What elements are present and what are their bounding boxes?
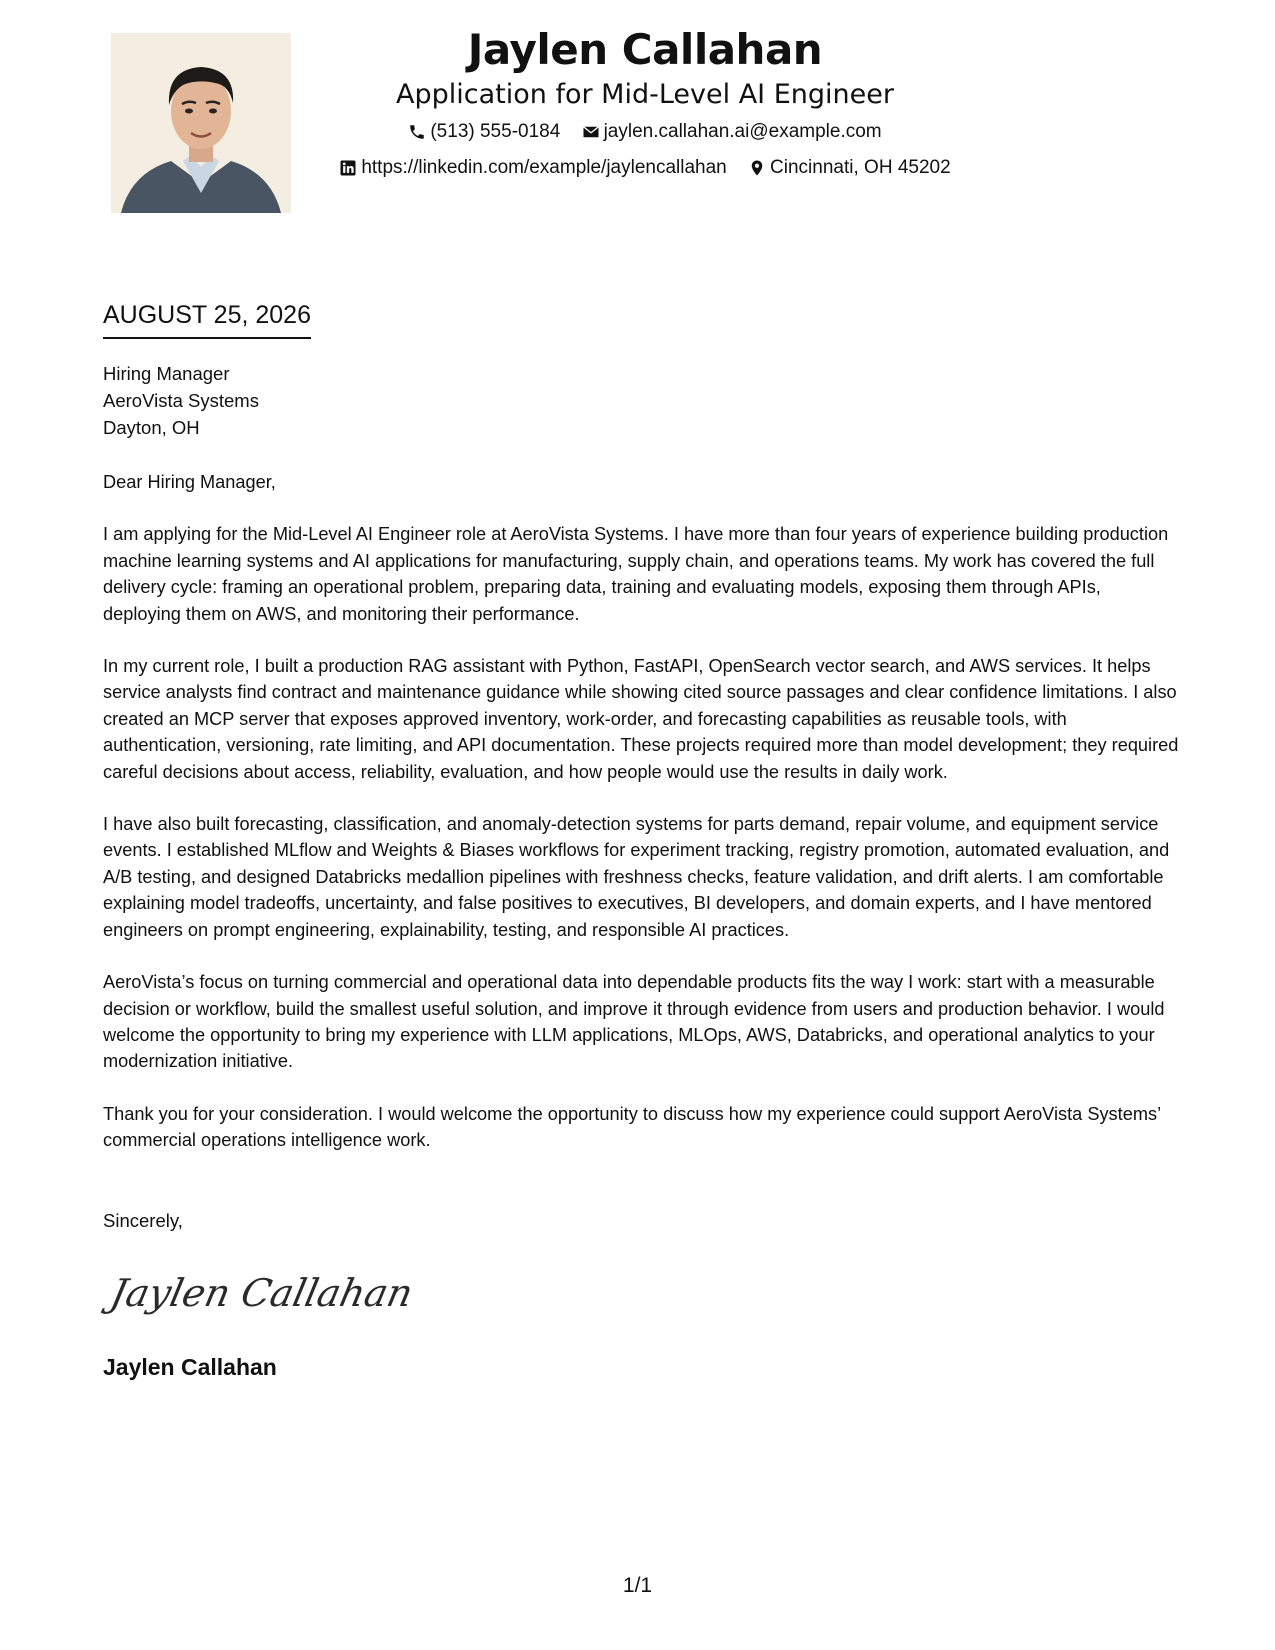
page-number: 1/1 (622, 1574, 653, 1597)
signature-glyphs: Jaylen Callahan (106, 1271, 417, 1316)
contact-row-2 (300, 156, 990, 184)
letter-date: AUGUST 25, 2026 (103, 299, 311, 339)
paragraph-2: In my current role, I built a production RAG assistant with Python, FastAPI, OpenSearch vector search, and AWS services. It helps service analysts find contract and maintenance guidance while showing cited source passages and clear confidence limitations. I also created an MCP server that exposes approved inventory, work-order, and forecasting capabilities as reusable tools, with authentication, versioning, rate limiting, and API documentation. These projects required more than model development; they required careful decisions about access, reliability, evaluation, and how people would use the results in daily work. (103, 656, 1179, 782)
letter-header (300, 22, 990, 184)
handwritten-signature (106, 1262, 417, 1324)
phone-text: (513) 555-0184 (430, 121, 561, 142)
paragraph-1: I am applying for the Mid-Level AI Engineer role at AeroVista Systems. I have more than four years of experience building production machine learning systems and AI applications for manufacturing, supply chain, and operations teams. My work has covered the full delivery cycle: framing an operational problem, preparing data, training and evaluating models, exposing them through APIs, deploying them on AWS, and monitoring their performance. (103, 524, 1169, 624)
closing: Sincerely, (103, 1210, 183, 1231)
contact-phone (408, 120, 560, 144)
location-text: Cincinnati, OH 45202 (770, 157, 951, 178)
letter-body (103, 469, 1183, 1180)
recipient-title: Hiring Manager (103, 363, 230, 384)
salutation: Dear Hiring Manager, (103, 472, 276, 492)
recipient-block (103, 360, 259, 441)
linkedin-icon (339, 159, 357, 177)
email-text: jaylen.callahan.ai@example.com (603, 121, 882, 142)
contact-location (748, 156, 951, 180)
signature-name: Jaylen Callahan (103, 1354, 277, 1380)
envelope-icon (582, 123, 600, 141)
recipient-location: Dayton, OH (103, 417, 200, 438)
contact-row-1 (300, 120, 990, 148)
profile-photo (111, 33, 291, 213)
phone-icon (408, 123, 426, 141)
linkedin-text: https://linkedin.com/example/jaylencallahan (361, 157, 727, 178)
applicant-name: Jaylen Callahan (467, 25, 823, 74)
contact-linkedin (339, 156, 726, 180)
application-subtitle: Application for Mid-Level AI Engineer (396, 79, 894, 110)
contact-email (582, 120, 882, 144)
paragraph-3: I have also built forecasting, classification, and anomaly-detection systems for parts demand, repair volume, and equipment service events. I established MLflow and Weights & Biases workflows for experiment tracking, registry promotion, automated evaluation, and A/B testing, and designed Databricks medallion pipelines with freshness checks, feature validation, and drift alerts. I am comfortable explaining model tradeoffs, uncertainty, and false positives to executives, BI developers, and domain experts, and I have mentored engineers on prompt engineering, explainability, testing, and responsible AI practices. (103, 814, 1170, 940)
recipient-company: AeroVista Systems (103, 390, 259, 411)
paragraph-4: AeroVista’s focus on turning commercial and operational data into dependable products fits the way I work: start with a measurable decision or workflow, build the smallest useful solution, and improve it through evidence from users and production behavior. I would welcome the opportunity to bring my experience with LLM applications, MLOps, AWS, Databricks, and operational analytics to your modernization initiative. (103, 972, 1165, 1072)
map-marker-icon (748, 159, 766, 177)
paragraph-5: Thank you for your consideration. I would welcome the opportunity to discuss how my experience could support AeroVista Systems’ commercial operations intelligence work. (103, 1103, 1161, 1151)
